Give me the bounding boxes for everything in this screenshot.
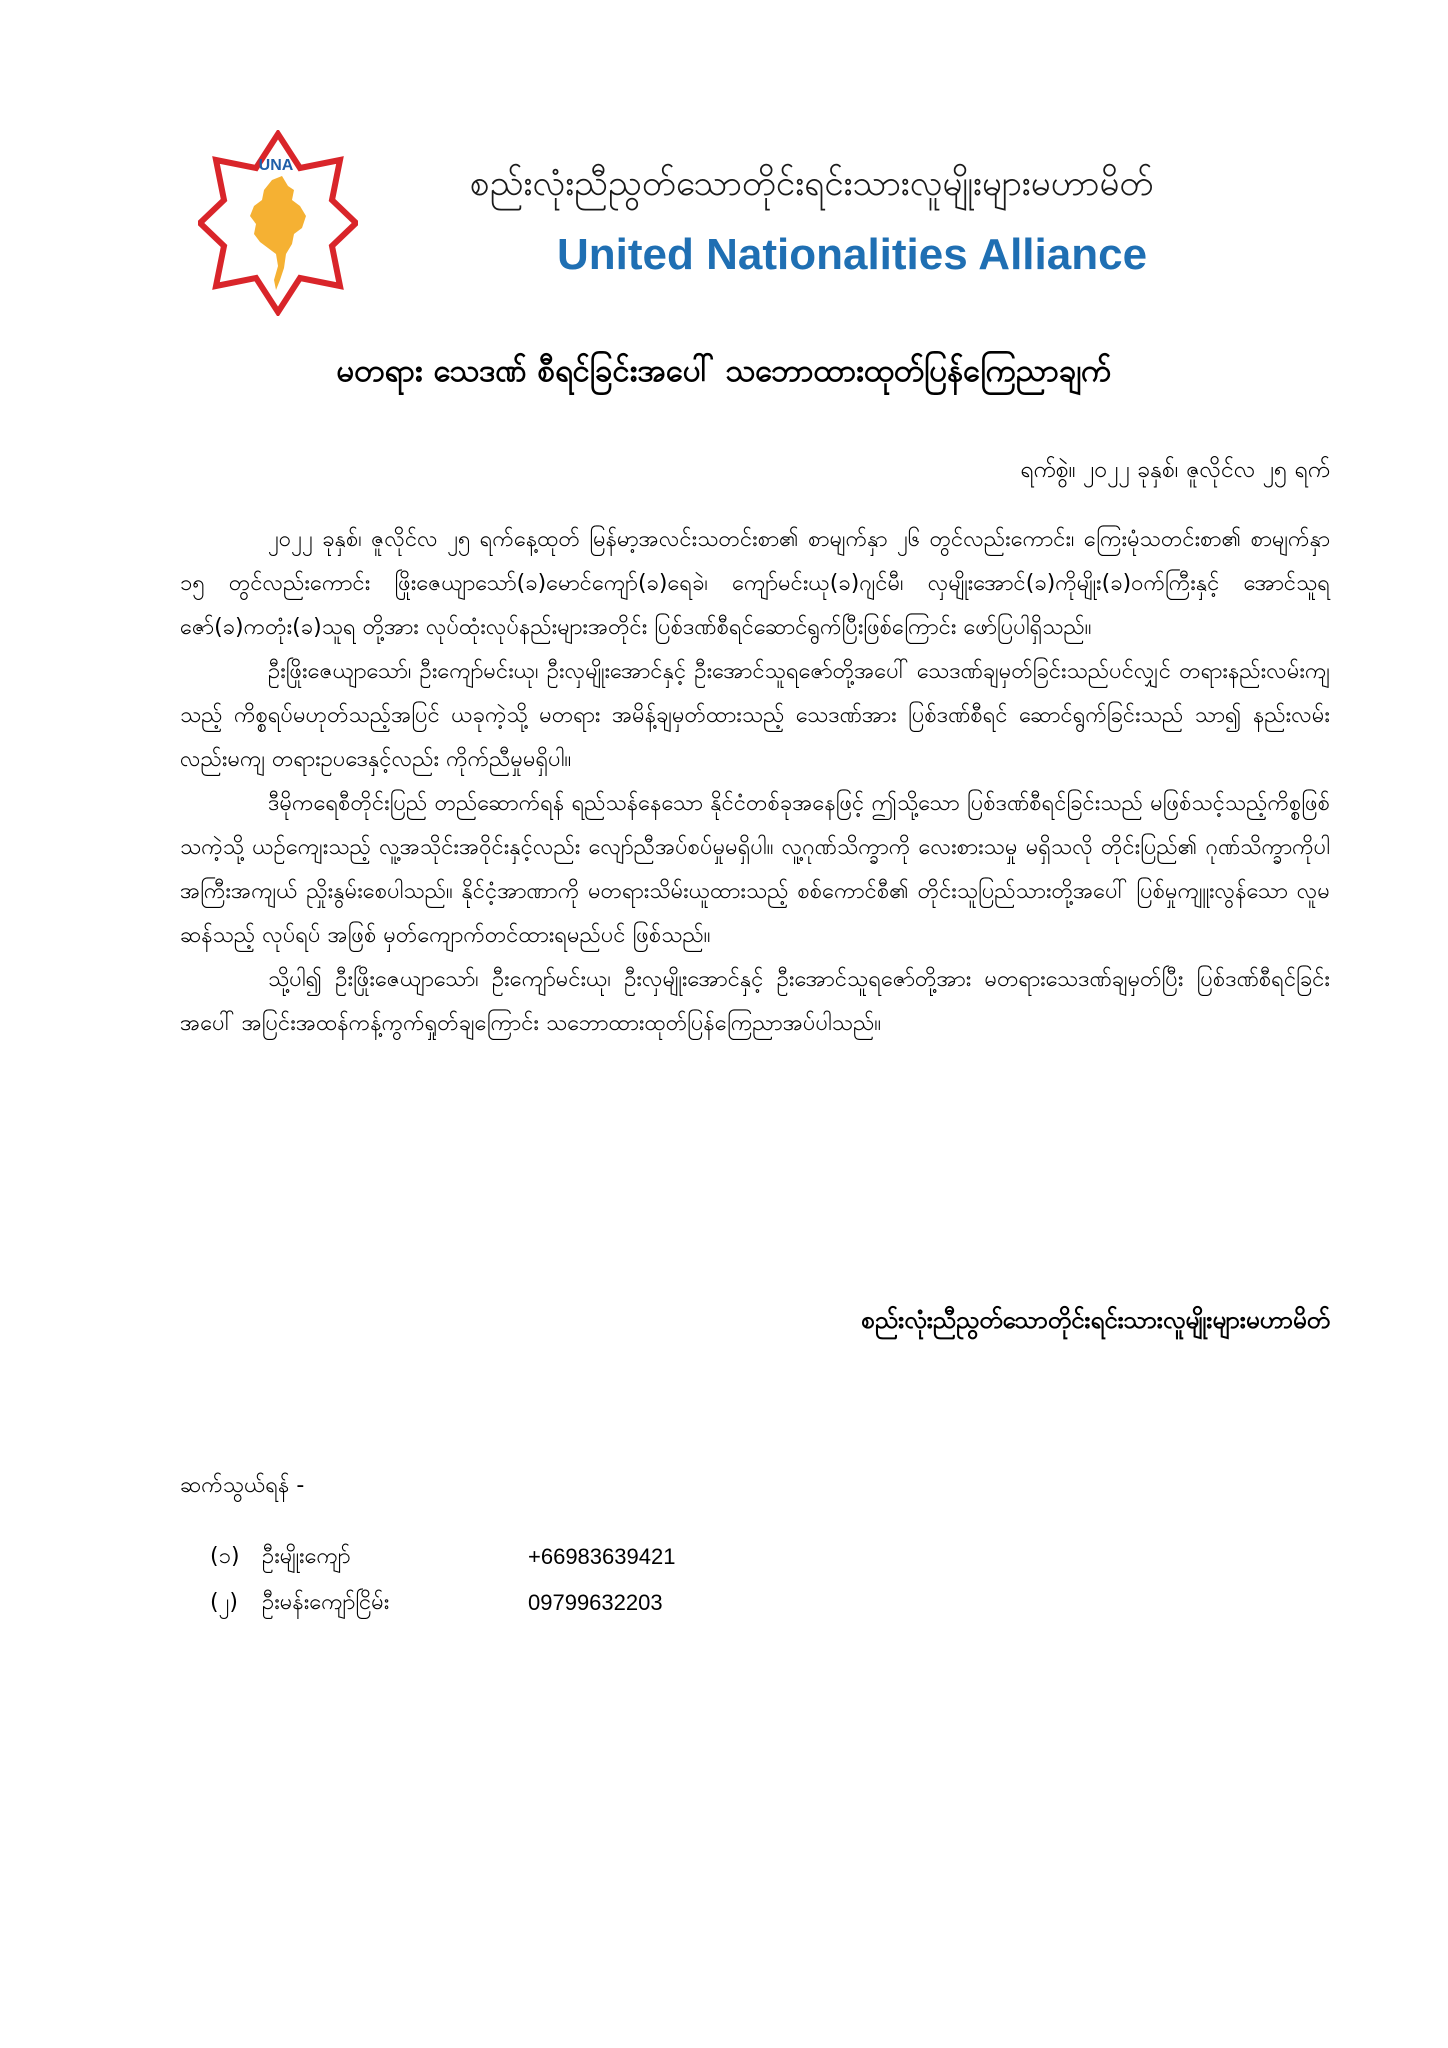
contact-row bbox=[210, 1534, 1010, 1580]
una-logo bbox=[198, 130, 358, 316]
una-logo-text: UNA bbox=[258, 157, 294, 174]
contact-number: (၂) bbox=[210, 1590, 238, 1615]
myanmar-map-icon bbox=[250, 176, 306, 290]
contact-row bbox=[210, 1580, 1010, 1626]
document-date: ရက်စွဲ။ ၂၀၂၂ ခုနှစ်၊ ဇူလိုင်လ ၂၅ ရက် bbox=[1020, 457, 1330, 483]
contact-name: ဦးမန်းကျော်ငြိမ်း bbox=[262, 1590, 390, 1615]
document-title: မတရား သေဒဏ် စီရင်ခြင်းအပေါ် သဘောထားထုတ်ပြန်ကြေညာချက် bbox=[336, 353, 1112, 389]
signature: စည်းလုံးညီညွတ်သောတိုင်းရင်းသားလူမျိုးများမဟာမိတ် bbox=[861, 1306, 1330, 1334]
paragraph-4: သို့ပါ၍ ဦးဖြိုးဇေယျာသော်၊ ဦးကျော်မင်းယု၊ ဦးလှမျိုးအောင်နှင့် ဦးအောင်သူရဇော်တို့အား မတရားသေဒဏ်ချမှတ်ပြီး ပြစ်ဒဏ်စီရင်ခြင်းအပေါ် အပြင်းအထန်ကန့်ကွက်ရှုတ်ချကြောင်း သဘောထားထုတ်ပြန်ကြေညာအပ်ပါသည်။ bbox=[180, 967, 1330, 1036]
contact-phone: +66983639421 bbox=[528, 1544, 676, 1569]
contact-list bbox=[210, 1534, 1010, 1626]
contact-name: ဦးမျိုးကျော် bbox=[262, 1544, 351, 1569]
contact-phone: 09799632203 bbox=[528, 1590, 663, 1615]
contact-label: ဆက်သွယ်ရန် - bbox=[180, 1473, 305, 1498]
statement-body bbox=[180, 518, 1330, 1046]
paragraph-1: ၂၀၂၂ ခုနှစ်၊ ဇူလိုင်လ ၂၅ ရက်နေ့ထုတ် မြန်မာ့အလင်းသတင်းစာ၏ စာမျက်နှာ ၂၆ တွင်လည်းကောင်း၊ ကြေးမုံသတင်းစာ၏ စာမျက်နှာ ၁၅ တွင်လည်းကောင်း ဖြိုးဇေယျာသော်(ခ)မောင်ကျော်(ခ)ရေခဲ၊ ကျော်မင်းယု(ခ)ဂျင်မီ၊ လှမျိုးအောင်(ခ)ကိုမျိုး(ခ)ဝက်ကြီးနှင့် အောင်သူရဇော်(ခ)ကတုံး(ခ)သူရ တို့အား လုပ်ထုံးလုပ်နည်းများအတိုင်း ပြစ်ဒဏ်စီရင်ဆောင်ရွက်ပြီးဖြစ်ကြောင်း ဖော်ပြပါရှိသည်။ bbox=[180, 527, 1330, 640]
contact-number: (၁) bbox=[210, 1544, 240, 1569]
org-name-english: United Nationalities Alliance bbox=[557, 230, 1148, 279]
paragraph-2: ဦးဖြိုးဇေယျာသော်၊ ဦးကျော်မင်းယု၊ ဦးလှမျိုးအောင်နှင့် ဦးအောင်သူရဇော်တို့အပေါ် သေဒဏ်ချမှတ်ခြင်းသည်ပင်လျှင် တရားနည်းလမ်းကျသည့် ကိစ္စရပ်မဟုတ်သည့်အပြင် ယခုကဲ့သို့ မတရား အမိန့်ချမှတ်ထားသည့် သေဒဏ်အား ပြစ်ဒဏ်စီရင် ဆောင်ရွက်ခြင်းသည် သာ၍ နည်းလမ်းလည်းမကျ တရားဥပဒေနှင့်လည်း ကိုက်ညီမှုမရှိပါ။ bbox=[180, 659, 1330, 772]
org-name-burmese: စည်းလုံးညီညွတ်သောတိုင်းရင်းသားလူမျိုးများမဟာမိတ် bbox=[470, 164, 1154, 204]
paragraph-3: ဒီမိုကရေစီတိုင်းပြည် တည်ဆောက်ရန် ရည်သန်နေသော နိုင်ငံတစ်ခုအနေဖြင့် ဤသို့သော ပြစ်ဒဏ်စီရင်ခြင်းသည် မဖြစ်သင့်သည့်ကိစ္စဖြစ်သကဲ့သို့ ယဉ်ကျေးသည့် လူ့အသိုင်းအဝိုင်းနှင့်လည်း လျော်ညီအပ်စပ်မှုမရှိပါ။ လူ့ဂုဏ်သိက္ခာကို လေးစားသမှု မရှိသလို တိုင်းပြည်၏ ဂုဏ်သိက္ခာကိုပါ အကြီးအကျယ် ညှိုးနွမ်းစေပါသည်။ နိုင်ငံ့အာဏာကို မတရားသိမ်းယူထားသည့် စစ်ကောင်စီ၏ တိုင်းသူပြည်သားတို့အပေါ် ပြစ်မှုကျူးလွန်သော လူမဆန်သည့် လုပ်ရပ် အဖြစ် မှတ်ကျောက်တင်ထားရမည်ပင် ဖြစ်သည်။ bbox=[180, 791, 1330, 948]
